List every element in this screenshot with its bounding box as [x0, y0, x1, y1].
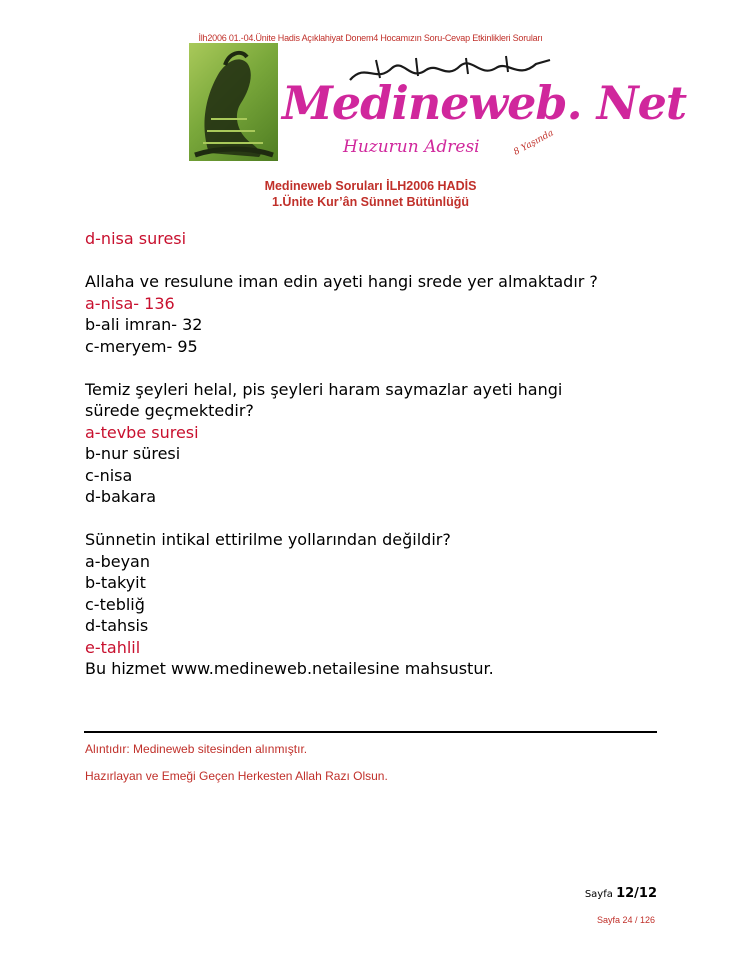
q1-option-a-correct: a-nisa- 136	[85, 293, 175, 313]
page-separator: /	[634, 886, 639, 901]
page-label: Sayfa	[584, 889, 613, 900]
question-1: Allaha ve resulune iman edin ayeti hangi srede yer almaktadır ?	[85, 272, 598, 291]
footer-divider	[84, 731, 657, 733]
document-subtitle: 1.Ünite Kur’ân Sünnet Bütünlüğü	[272, 195, 469, 209]
notice-prefix: Bu hizmet	[85, 659, 171, 678]
page-number	[585, 886, 657, 901]
notice-suffix: ailesine mahsustur.	[338, 659, 494, 678]
q2-option-c: c-nisa	[85, 465, 133, 485]
document-title: Medineweb Soruları İLH2006 HADİS	[264, 179, 477, 193]
q2-option-a-correct: a-tevbe suresi	[85, 422, 199, 442]
calligraphy-logo-image	[189, 43, 278, 161]
page-current: 12	[616, 886, 635, 901]
question-2-line-2: sürede geçmektedir?	[85, 401, 254, 420]
q1-option-c: c-meryem- 95	[85, 336, 198, 356]
q3-option-e-correct: e-tahlil	[85, 637, 141, 657]
page-of: 12	[638, 886, 657, 901]
q2-option-b: b-nur süresi	[85, 444, 181, 463]
source-note: Alıntıdır: Medineweb sitesinden alınmıştır.	[85, 742, 308, 756]
question-3: Sünnetin intikal ettirilme yollarından değildir?	[85, 530, 451, 549]
q3-option-b: b-takyit	[85, 573, 146, 592]
question-body	[85, 228, 685, 680]
website-link[interactable]: www.medineweb.net	[170, 659, 339, 678]
question-2-line-1: Temiz şeyleri helal, pis şeyleri haram saymazlar ayeti hangi	[85, 379, 563, 399]
brand-name: Medineweb. Net	[282, 76, 687, 130]
anniversary-badge: 8 Yaşında	[512, 128, 556, 158]
q3-option-d: d-tahsis	[85, 616, 149, 635]
q1-option-b: b-ali imran- 32	[85, 315, 203, 334]
q3-option-c: c-tebliğ	[85, 594, 145, 614]
brand-tagline: Huzurun Adresi	[343, 137, 480, 157]
previous-answer: d-nisa suresi	[85, 229, 187, 248]
overall-page-number: Sayfa 24 / 126	[596, 915, 655, 925]
thanks-note: Hazırlayan ve Emeği Geçen Herkesten Allah Razı Olsun.	[85, 769, 388, 783]
service-notice	[85, 658, 685, 680]
running-header: İlh2006 01.-04.Ünite Hadis Açıklahiyat Donem4 Hocamızın Soru-Cevap Etkinlikleri Soruları	[198, 33, 543, 43]
q3-option-a: a-beyan	[85, 551, 150, 571]
q2-option-d: d-bakara	[85, 487, 157, 506]
